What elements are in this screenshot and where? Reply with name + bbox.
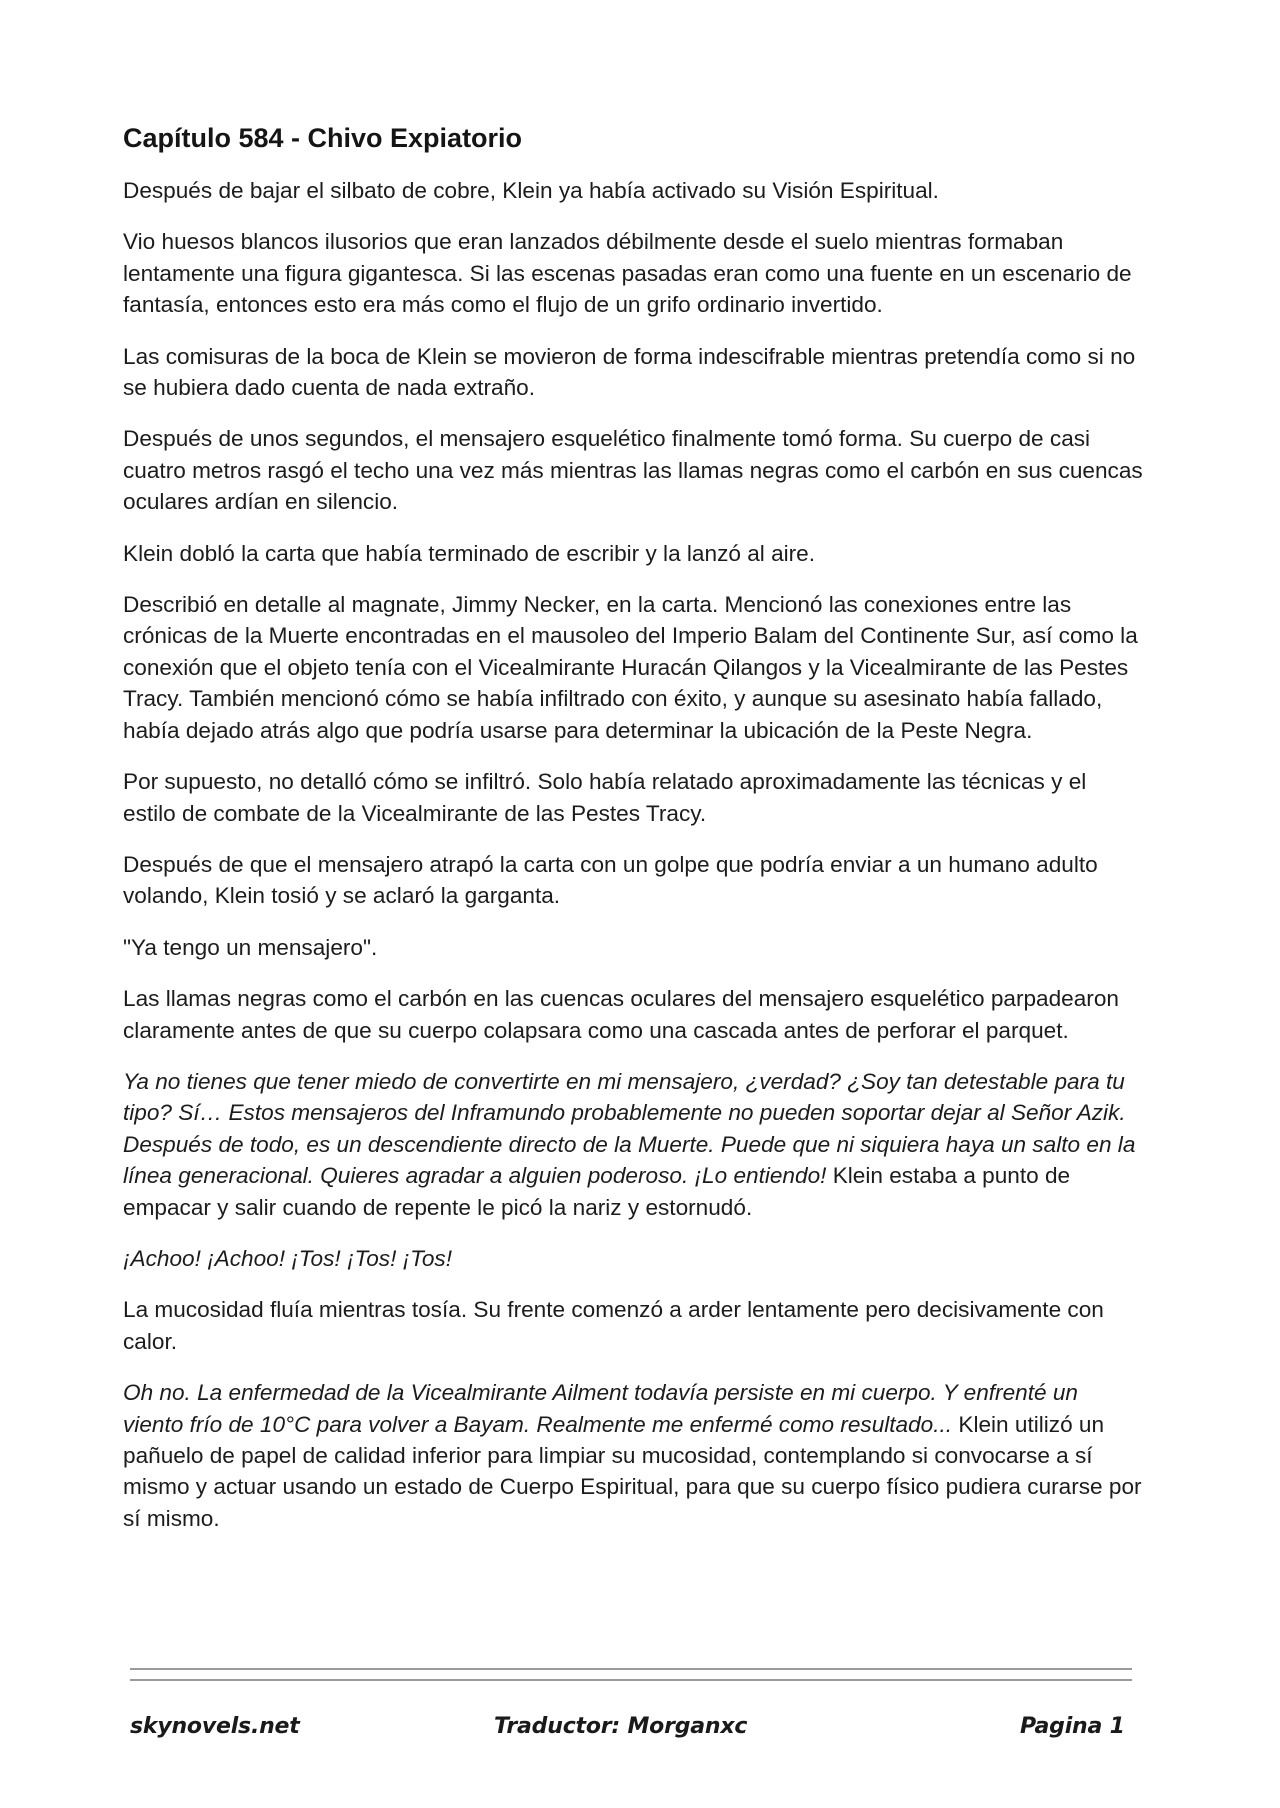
italic-text-segment: Oh no. La enfermedad de la Vicealmirante Ailment todavía persiste en mi cuerpo. Y enfrenté un viento frío de 10°C para volver a Bayam. Realmente me enfermé como resultado...: [123, 1380, 1078, 1437]
paragraph: [123, 766, 1143, 829]
paragraph: [123, 983, 1143, 1046]
text-segment: Las comisuras de la boca de Klein se movieron de forma indescifrable mientras pretendía como si no se hubiera dado cuenta de nada extraño.: [123, 343, 1136, 401]
paragraph: [123, 589, 1143, 746]
text-segment: "Ya tengo un mensajero".: [123, 934, 378, 960]
paragraph: [123, 341, 1143, 404]
paragraph: [123, 849, 1143, 912]
footer-translator: Traductor: Morganxc: [494, 1714, 748, 1739]
text-segment: Después de que el mensajero atrapó la carta con un golpe que podría enviar a un humano adulto volando, Klein tosió y se aclaró la garganta.: [123, 851, 1098, 909]
paragraph: [123, 423, 1143, 517]
text-segment: Describió en detalle al magnate, Jimmy Necker, en la carta. Mencionó las conexiones entre las crónicas de la Muerte encontradas en el mausoleo del Imperio Balam del Continente Sur, así como la conexión que el objeto tenía con el Vicealmirante Huracán Qilangos y la Vicealmirante de las Pestes Tracy. También mencionó cómo se había infiltrado con éxito, y aunque su asesinato había fallado, había dejado atrás algo que podría usarse para determinar la ubicación de la Peste Negra.: [123, 592, 1138, 743]
document-body: [123, 120, 1143, 1554]
paragraph: [123, 175, 1143, 206]
text-segment: Klein estaba a punto de empacar y salir cuando de repente le picó la nariz y estornudó.: [123, 1163, 1071, 1220]
text-segment: Después de unos segundos, el mensajero esquelético finalmente tomó forma. Su cuerpo de casi cuatro metros rasgó el techo una vez más mientras las llamas negras como el carbón en sus cuencas oculares ardían en silencio.: [123, 426, 1143, 515]
footer-divider: [130, 1668, 1132, 1670]
text-segment: La mucosidad fluía mientras tosía. Su frente comenzó a arder lentamente pero decisivamente con calor.: [123, 1297, 1104, 1354]
text-segment: Después de bajar el silbato de cobre, Klein ya había activado su Visión Espiritual.: [123, 178, 939, 203]
italic-text-segment: ¡Achoo! ¡Achoo! ¡Tos! ¡Tos! ¡Tos!: [123, 1245, 453, 1271]
footer-site: skynovels.net: [130, 1714, 300, 1739]
text-segment: Las llamas negras como el carbón en las cuencas oculares del mensajero esquelético parpadearon claramente antes de que su cuerpo colapsara como una cascada antes de perforar el parquet.: [123, 986, 1119, 1043]
text-segment: Klein utilizó un pañuelo de papel de calidad inferior para limpiar su mucosidad, contemplando si convocarse a sí mismo y actuar usando un estado de Cuerpo Espiritual, para que su cuerpo físico pudiera curarse por sí mismo.: [123, 1411, 1142, 1531]
paragraph: [123, 1294, 1143, 1357]
footer-divider: [130, 1679, 1132, 1681]
text-segment: Klein dobló la carta que había terminado de escribir y la lanzó al aire.: [123, 540, 816, 566]
paragraph: [123, 1243, 1143, 1274]
footer-page-number: Pagina 1: [1020, 1714, 1125, 1739]
paragraph-list: [123, 175, 1143, 1534]
paragraph: [123, 538, 1143, 569]
chapter-title: Capítulo 584 - Chivo Expiatorio: [123, 123, 523, 153]
paragraph: [123, 932, 1143, 963]
paragraph: [123, 1066, 1143, 1223]
italic-text-segment: Ya no tienes que tener miedo de convertirte en mi mensajero, ¿verdad? ¿Soy tan detestable para tu tipo? Sí… Estos mensajeros del Inframundo probablemente no pueden soportar dejar al Señor Azik. Después de todo, es un descendiente directo de la Muerte. Puede que ni siquiera haya un salto en la línea generacional. Quieres agradar a alguien poderoso. ¡Lo entiendo!: [123, 1068, 1136, 1189]
text-segment: Por supuesto, no detalló cómo se infiltró. Solo había relatado aproximadamente las técnicas y el estilo de combate de la Vicealmirante de las Pestes Tracy.: [123, 769, 1087, 826]
paragraph: [123, 226, 1143, 320]
paragraph: [123, 1377, 1143, 1534]
text-segment: Vio huesos blancos ilusorios que eran lanzados débilmente desde el suelo mientras formaban lentamente una figura gigantesca. Si las escenas pasadas eran como una fuente en un escenario de fantasía, entonces esto era más como el flujo de un grifo ordinario invertido.: [123, 229, 1132, 318]
